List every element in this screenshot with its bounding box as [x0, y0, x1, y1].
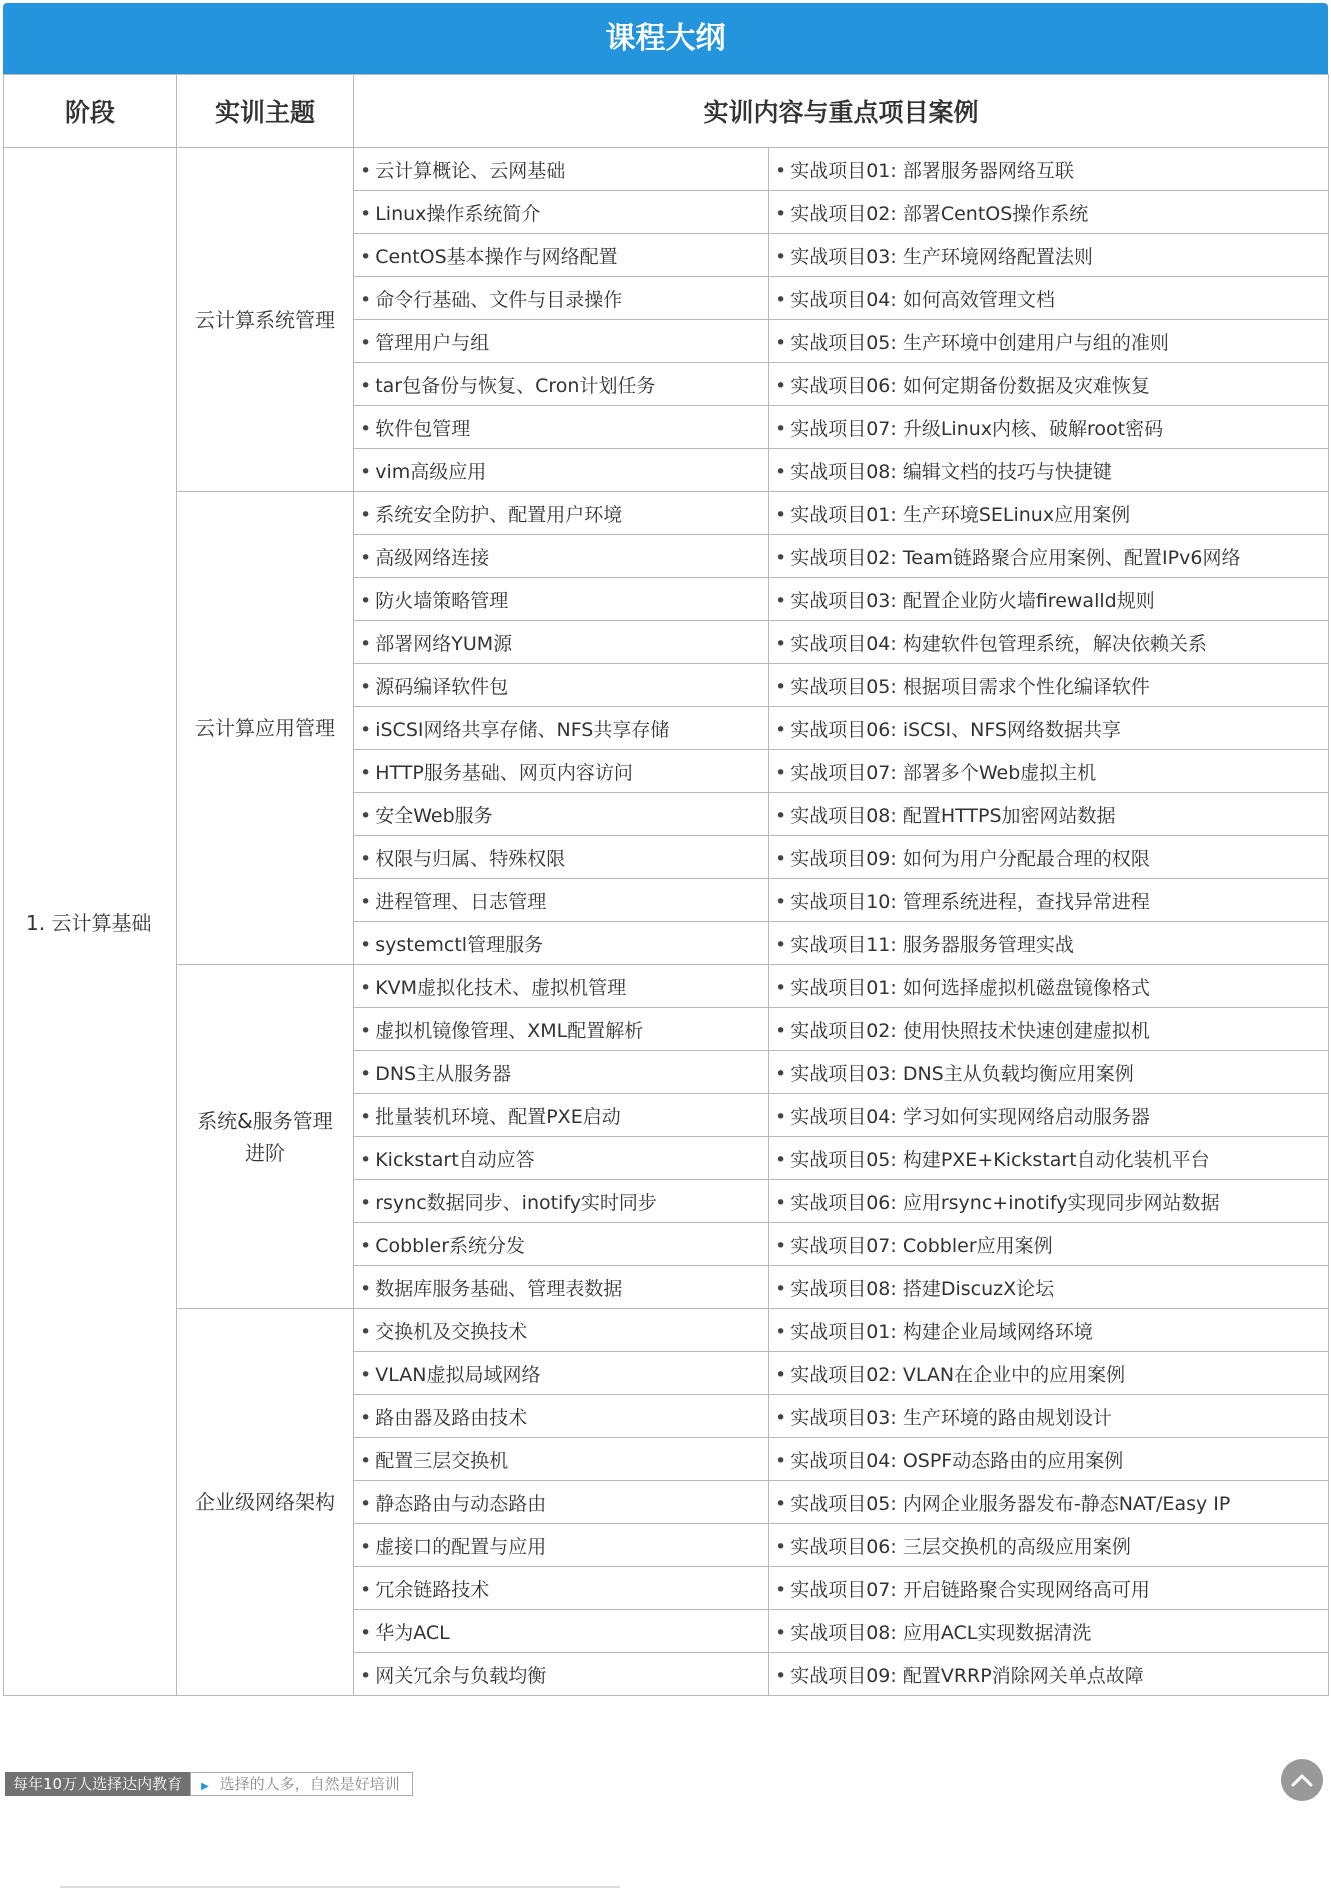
bullet: •	[775, 890, 787, 913]
content-item-text: 虚接口的配置与应用	[375, 1535, 547, 1558]
project-item-text: 实战项目04: 如何高效管理文档	[790, 288, 1055, 311]
project-item	[769, 1094, 1329, 1137]
bullet: •	[360, 890, 372, 913]
project-item	[769, 1223, 1329, 1266]
content-item-text: CentOS基本操作与网络配置	[375, 245, 618, 268]
project-item	[769, 492, 1329, 535]
topic-cell	[177, 965, 354, 1309]
bullet: •	[775, 1492, 787, 1515]
content-item	[354, 1481, 769, 1524]
content-item-text: 高级网络连接	[375, 546, 490, 569]
bullet: •	[360, 1148, 372, 1171]
bullet: •	[360, 1363, 372, 1386]
bullet: •	[360, 1492, 372, 1515]
bullet: •	[775, 1449, 787, 1472]
bullet: •	[775, 1234, 787, 1257]
content-item	[354, 750, 769, 793]
footer-banner	[5, 1772, 413, 1796]
divider	[60, 1886, 620, 1888]
content-item	[354, 1438, 769, 1481]
project-item-text: 实战项目05: 构建PXE+Kickstart自动化装机平台	[790, 1148, 1210, 1171]
project-item-text: 实战项目02: Team链路聚合应用案例、配置IPv6网络	[790, 546, 1241, 569]
project-item-text: 实战项目08: 应用ACL实现数据清洗	[790, 1621, 1092, 1644]
content-item-text: 数据库服务基础、管理表数据	[375, 1277, 623, 1300]
project-item-text: 实战项目07: 部署多个Web虚拟主机	[790, 761, 1097, 784]
content-item-text: HTTP服务基础、网页内容访问	[375, 761, 633, 784]
project-item-text: 实战项目10: 管理系统进程，查找异常进程	[790, 890, 1150, 913]
outline-body	[4, 148, 1329, 1696]
content-item-text: Linux操作系统简介	[375, 202, 541, 225]
content-item-text: 管理用户与组	[375, 331, 490, 354]
content-item-text: 网关冗余与负载均衡	[375, 1664, 547, 1687]
table-row	[4, 1309, 1329, 1352]
content-item	[354, 148, 769, 191]
content-item-text: 系统安全防护、配置用户环境	[375, 503, 623, 526]
bullet: •	[360, 546, 372, 569]
content-item-text: VLAN虚拟局域网络	[375, 1363, 541, 1386]
bullet: •	[775, 589, 787, 612]
project-item-text: 实战项目06: iSCSI、NFS网络数据共享	[790, 718, 1121, 741]
project-item	[769, 234, 1329, 277]
bullet: •	[775, 1621, 787, 1644]
bullet: •	[360, 1277, 372, 1300]
bullet: •	[775, 761, 787, 784]
bullet: •	[775, 1148, 787, 1171]
bullet: •	[360, 1449, 372, 1472]
bullet: •	[775, 546, 787, 569]
course-outline	[3, 3, 1328, 1696]
bullet: •	[775, 159, 787, 182]
project-item	[769, 320, 1329, 363]
bullet: •	[775, 1363, 787, 1386]
bullet: •	[360, 933, 372, 956]
content-item	[354, 492, 769, 535]
bullet: •	[775, 503, 787, 526]
bullet: •	[360, 976, 372, 999]
bullet: •	[360, 374, 372, 397]
content-item-text: 进程管理、日志管理	[375, 890, 547, 913]
bullet: •	[775, 374, 787, 397]
stage-cell	[4, 148, 177, 1696]
project-item	[769, 750, 1329, 793]
project-item	[769, 1008, 1329, 1051]
project-item	[769, 1438, 1329, 1481]
back-to-top-button[interactable]	[1281, 1759, 1323, 1801]
content-item	[354, 1266, 769, 1309]
project-item	[769, 621, 1329, 664]
bullet: •	[775, 1320, 787, 1343]
project-item	[769, 707, 1329, 750]
content-item	[354, 836, 769, 879]
project-item	[769, 1653, 1329, 1696]
project-item-text: 实战项目07: 开启链路聚合实现网络高可用	[790, 1578, 1150, 1601]
bullet: •	[775, 417, 787, 440]
bullet: •	[775, 1277, 787, 1300]
bullet: •	[360, 503, 372, 526]
bullet: •	[775, 1406, 787, 1429]
project-item-text: 实战项目03: 配置企业防火墙firewalld规则	[790, 589, 1155, 612]
bullet: •	[775, 976, 787, 999]
bullet: •	[360, 847, 372, 870]
project-item-text: 实战项目06: 应用rsync+inotify实现同步网站数据	[790, 1191, 1220, 1214]
project-item-text: 实战项目08: 配置HTTPS加密网站数据	[790, 804, 1116, 827]
project-item	[769, 1266, 1329, 1309]
content-item-text: 源码编译软件包	[375, 675, 509, 698]
topic-cell	[177, 1309, 354, 1696]
content-item-text: 路由器及路由技术	[375, 1406, 528, 1429]
project-item	[769, 191, 1329, 234]
stage-label: 1. 云计算基础	[26, 911, 152, 935]
project-item-text: 实战项目01: 部署服务器网络互联	[790, 159, 1074, 182]
project-item-text: 实战项目04: OSPF动态路由的应用案例	[790, 1449, 1124, 1472]
content-item	[354, 277, 769, 320]
bullet: •	[775, 933, 787, 956]
project-item	[769, 1051, 1329, 1094]
project-item-text: 实战项目11: 服务器服务管理实战	[790, 933, 1074, 956]
content-item	[354, 922, 769, 965]
bullet: •	[360, 589, 372, 612]
content-item-text: tar包备份与恢复、Cron计划任务	[375, 374, 656, 397]
content-item	[354, 363, 769, 406]
content-item	[354, 1094, 769, 1137]
bullet: •	[360, 460, 372, 483]
project-item-text: 实战项目02: VLAN在企业中的应用案例	[790, 1363, 1126, 1386]
bullet: •	[775, 847, 787, 870]
project-item-text: 实战项目01: 生产环境SELinux应用案例	[790, 503, 1131, 526]
bullet: •	[775, 202, 787, 225]
bullet: •	[775, 675, 787, 698]
content-item	[354, 1223, 769, 1266]
content-item-text: 批量装机环境、配置PXE启动	[375, 1105, 621, 1128]
bullet: •	[360, 202, 372, 225]
bullet: •	[775, 1019, 787, 1042]
topic-label: 云计算系统管理	[195, 307, 335, 332]
content-item	[354, 320, 769, 363]
project-item	[769, 664, 1329, 707]
bullet: •	[775, 245, 787, 268]
footer-slogan: 选择的人多，自然是好培训	[219, 1775, 400, 1793]
project-item	[769, 1352, 1329, 1395]
bullet: •	[360, 804, 372, 827]
bullet: •	[360, 1664, 372, 1687]
project-item	[769, 1309, 1329, 1352]
page-title: 课程大纲	[3, 3, 1328, 74]
content-item	[354, 1352, 769, 1395]
project-item	[769, 578, 1329, 621]
content-item	[354, 879, 769, 922]
content-item	[354, 1137, 769, 1180]
project-item-text: 实战项目01: 构建企业局域网络环境	[790, 1320, 1093, 1343]
content-item	[354, 535, 769, 578]
topic-cell	[177, 148, 354, 492]
bullet: •	[775, 718, 787, 741]
topic-label: 云计算应用管理	[195, 716, 335, 740]
content-item	[354, 449, 769, 492]
header-content: 实训内容与重点项目案例	[354, 75, 1329, 148]
project-item	[769, 1137, 1329, 1180]
footer-badge: 每年10万人选择达内教育	[5, 1772, 190, 1796]
topic-label: 系统&服务管理	[197, 1108, 333, 1133]
project-item-text: 实战项目02: 使用快照技术快速创建虚拟机	[790, 1019, 1150, 1042]
project-item	[769, 1395, 1329, 1438]
project-item	[769, 1481, 1329, 1524]
content-item	[354, 1008, 769, 1051]
bullet: •	[360, 288, 372, 311]
content-item	[354, 1395, 769, 1438]
bullet: •	[360, 1019, 372, 1042]
project-item-text: 实战项目06: 如何定期备份数据及灾难恢复	[790, 374, 1150, 397]
project-item-text: 实战项目03: 生产环境的路由规划设计	[790, 1406, 1112, 1429]
content-item-text: iSCSI网络共享存储、NFS共享存储	[375, 718, 670, 741]
project-item	[769, 793, 1329, 836]
content-item-text: 命令行基础、文件与目录操作	[375, 288, 623, 311]
content-item	[354, 621, 769, 664]
content-item-text: rsync数据同步、inotify实时同步	[375, 1191, 657, 1214]
bullet: •	[775, 288, 787, 311]
project-item-text: 实战项目03: DNS主从负载均衡应用案例	[790, 1062, 1134, 1085]
content-item-text: 安全Web服务	[375, 804, 493, 827]
bullet: •	[775, 1191, 787, 1214]
project-item-text: 实战项目02: 部署CentOS操作系统	[790, 202, 1089, 225]
project-item	[769, 449, 1329, 492]
project-item-text: 实战项目03: 生产环境网络配置法则	[790, 245, 1093, 268]
content-item	[354, 1567, 769, 1610]
bullet: •	[775, 1062, 787, 1085]
project-item-text: 实战项目07: Cobbler应用案例	[790, 1234, 1053, 1257]
bullet: •	[360, 1578, 372, 1601]
project-item	[769, 148, 1329, 191]
content-item-text: DNS主从服务器	[375, 1062, 512, 1085]
bullet: •	[360, 1621, 372, 1644]
header-stage: 阶段	[4, 75, 177, 148]
content-item-text: 虚拟机镜像管理、XML配置解析	[375, 1019, 644, 1042]
bullet: •	[360, 1406, 372, 1429]
bullet: •	[360, 1105, 372, 1128]
content-item	[354, 1180, 769, 1223]
content-item	[354, 406, 769, 449]
content-item	[354, 793, 769, 836]
project-item-text: 实战项目04: 构建软件包管理系统，解决依赖关系	[790, 632, 1207, 655]
content-item	[354, 234, 769, 277]
bullet: •	[360, 1320, 372, 1343]
project-item-text: 实战项目09: 如何为用户分配最合理的权限	[790, 847, 1150, 870]
project-item	[769, 1180, 1329, 1223]
bullet: •	[775, 1105, 787, 1128]
table-row	[4, 492, 1329, 535]
content-item-text: vim高级应用	[375, 460, 487, 483]
bullet: •	[360, 718, 372, 741]
content-item	[354, 191, 769, 234]
bullet: •	[360, 245, 372, 268]
content-item	[354, 1051, 769, 1094]
bullet: •	[360, 159, 372, 182]
project-item-text: 实战项目04: 学习如何实现网络启动服务器	[790, 1105, 1150, 1128]
bullet: •	[360, 1535, 372, 1558]
triangle-icon: ▶	[201, 1781, 209, 1792]
project-item-text: 实战项目05: 生产环境中创建用户与组的准则	[790, 331, 1169, 354]
topic-label: 进阶	[245, 1140, 285, 1165]
content-item-text: systemctl管理服务	[375, 933, 544, 956]
project-item-text: 实战项目01: 如何选择虚拟机磁盘镜像格式	[790, 976, 1150, 999]
project-item-text: 实战项目07: 升级Linux内核、破解root密码	[790, 417, 1164, 440]
topic-cell	[177, 492, 354, 965]
bullet: •	[360, 1234, 372, 1257]
content-item-text: Kickstart自动应答	[375, 1148, 535, 1171]
bullet: •	[775, 804, 787, 827]
bullet: •	[360, 417, 372, 440]
content-item-text: 防火墙策略管理	[375, 589, 509, 612]
bullet: •	[360, 761, 372, 784]
header-topic: 实训主题	[177, 75, 354, 148]
bullet: •	[360, 1191, 372, 1214]
table-row	[4, 148, 1329, 191]
project-item-text: 实战项目05: 根据项目需求个性化编译软件	[790, 675, 1150, 698]
footer-slogan-box	[190, 1772, 413, 1796]
bullet: •	[360, 632, 372, 655]
content-item	[354, 707, 769, 750]
project-item	[769, 965, 1329, 1008]
table-row	[4, 965, 1329, 1008]
content-item	[354, 1610, 769, 1653]
project-item	[769, 277, 1329, 320]
project-item	[769, 836, 1329, 879]
project-item	[769, 922, 1329, 965]
content-item	[354, 578, 769, 621]
bullet: •	[775, 460, 787, 483]
bullet: •	[360, 1062, 372, 1085]
project-item-text: 实战项目05: 内网企业服务器发布-静态NAT/Easy IP	[790, 1492, 1231, 1515]
project-item	[769, 363, 1329, 406]
project-item	[769, 1610, 1329, 1653]
project-item	[769, 1524, 1329, 1567]
content-item-text: 交换机及交换技术	[375, 1320, 528, 1343]
content-item-text: KVM虚拟化技术、虚拟机管理	[375, 976, 627, 999]
project-item	[769, 406, 1329, 449]
content-item-text: 软件包管理	[375, 417, 471, 440]
content-item	[354, 1653, 769, 1696]
topic-label: 企业级网络架构	[195, 1490, 335, 1514]
content-item-text: 云计算概论、云网基础	[375, 159, 566, 182]
project-item	[769, 535, 1329, 578]
content-item	[354, 1524, 769, 1567]
outline-table	[3, 74, 1329, 1696]
bullet: •	[775, 331, 787, 354]
bullet: •	[775, 632, 787, 655]
content-item-text: Cobbler系统分发	[375, 1234, 526, 1257]
bullet: •	[775, 1535, 787, 1558]
project-item	[769, 1567, 1329, 1610]
content-item	[354, 664, 769, 707]
project-item	[769, 879, 1329, 922]
bullet: •	[775, 1664, 787, 1687]
bullet: •	[775, 1578, 787, 1601]
content-item	[354, 1309, 769, 1352]
content-item-text: 冗余链路技术	[375, 1578, 490, 1601]
project-item-text: 实战项目08: 编辑文档的技巧与快捷键	[790, 460, 1112, 483]
content-item-text: 华为ACL	[375, 1621, 450, 1644]
project-item-text: 实战项目09: 配置VRRP消除网关单点故障	[790, 1664, 1144, 1687]
project-item-text: 实战项目08: 搭建DiscuzX论坛	[790, 1277, 1055, 1300]
table-header-row	[4, 75, 1329, 148]
chevron-up-icon	[1291, 1773, 1313, 1787]
content-item-text: 配置三层交换机	[375, 1449, 509, 1472]
bullet: •	[360, 675, 372, 698]
content-item-text: 权限与归属、特殊权限	[375, 847, 566, 870]
content-item-text: 静态路由与动态路由	[375, 1492, 547, 1515]
bullet: •	[360, 331, 372, 354]
content-item	[354, 965, 769, 1008]
project-item-text: 实战项目06: 三层交换机的高级应用案例	[790, 1535, 1131, 1558]
content-item-text: 部署网络YUM源	[375, 632, 513, 655]
